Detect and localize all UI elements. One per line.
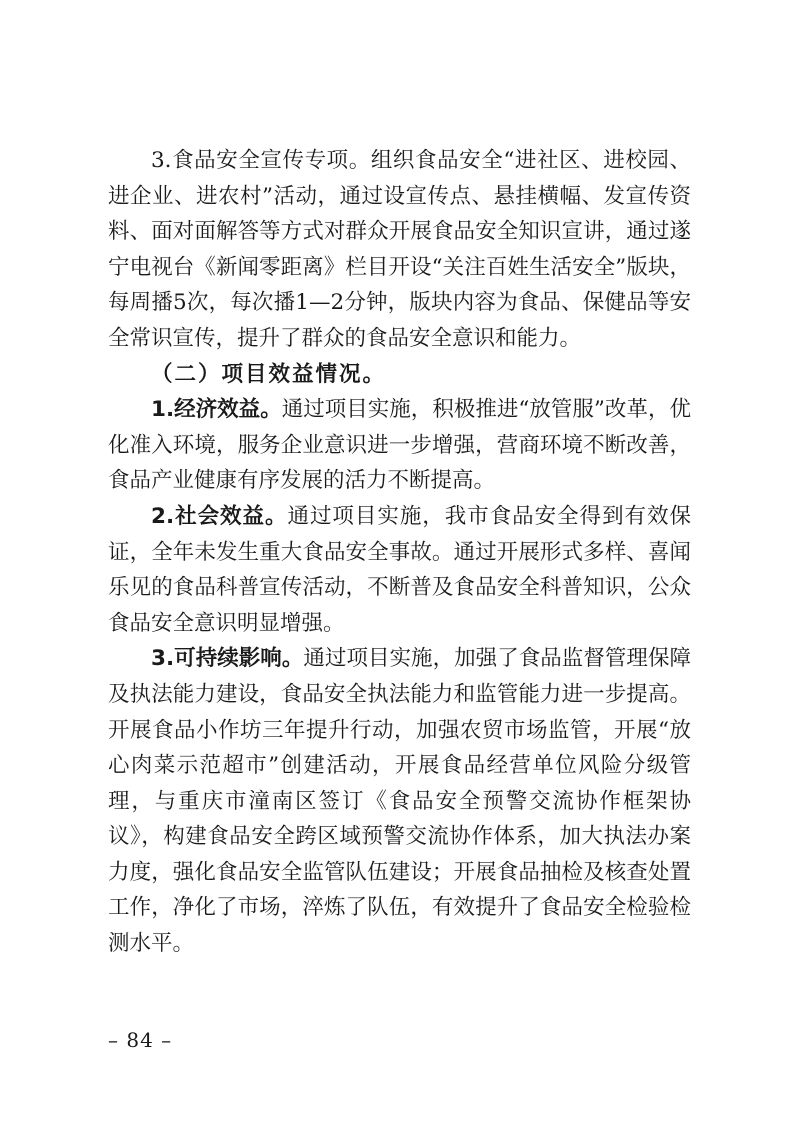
paragraph-food-safety-publicity: [108, 143, 691, 357]
heading-text: （二）项目效益情况。: [151, 361, 387, 387]
paragraph-text: 3.食品安全宣传专项。组织食品安全“进社区、进校园、进企业、进农村”活动，通过设宣传点、悬挂横幅、发宣传资料、面对面解答等方式对群众开展食品安全知识宣讲，通过遂宁电视台《新闻零距离》栏目开设“关注百姓生活安全”版块，每周播5次，每次播1—2分钟，版块内容为食品、保健品等安全常识宣传，提升了群众的食品安全意识和能力。: [108, 148, 691, 351]
paragraph-lead: 1.经济效益。: [151, 397, 282, 423]
paragraph-economic-benefit: [108, 392, 691, 499]
paragraph-text: 通过项目实施，我市食品安全得到有效保证，全年未发生重大食品安全事故。通过开展形式多样、喜闻乐见的食品科普宣传活动，不断普及食品安全科普知识，公众食品安全意识明显增强。: [108, 503, 691, 636]
paragraph-sustainable-impact: [108, 641, 691, 961]
paragraph-lead: 3.可持续影响。: [151, 646, 304, 672]
paragraph-lead: 2.社会效益。: [151, 503, 288, 529]
document-body: [108, 143, 691, 962]
page-number: – 84 –: [108, 1028, 173, 1052]
paragraph-text: 通过项目实施，加强了食品监督管理保障及执法能力建设，食品安全执法能力和监管能力进一步提高。开展食品小作坊三年提升行动，加强农贸市场监管，开展“放心肉菜示范超市”创建活动，开展食品经营单位风险分级管理，与重庆市潼南区签订《食品安全预警交流协作框架协议》，构建食品安全跨区域预警交流协作体系，加大执法办案力度，强化食品安全监管队伍建设；开展食品抽检及核查处置工作，净化了市场，淬炼了队伍，有效提升了食品安全检验检测水平。: [108, 646, 691, 957]
paragraph-social-benefit: [108, 499, 691, 641]
paragraph-text: 通过项目实施，积极推进“放管服”改革，优化准入环境，服务企业意识进一步增强，营商环境不断改善，食品产业健康有序发展的活力不断提高。: [108, 397, 691, 494]
section-heading-project-benefits: [108, 357, 691, 393]
